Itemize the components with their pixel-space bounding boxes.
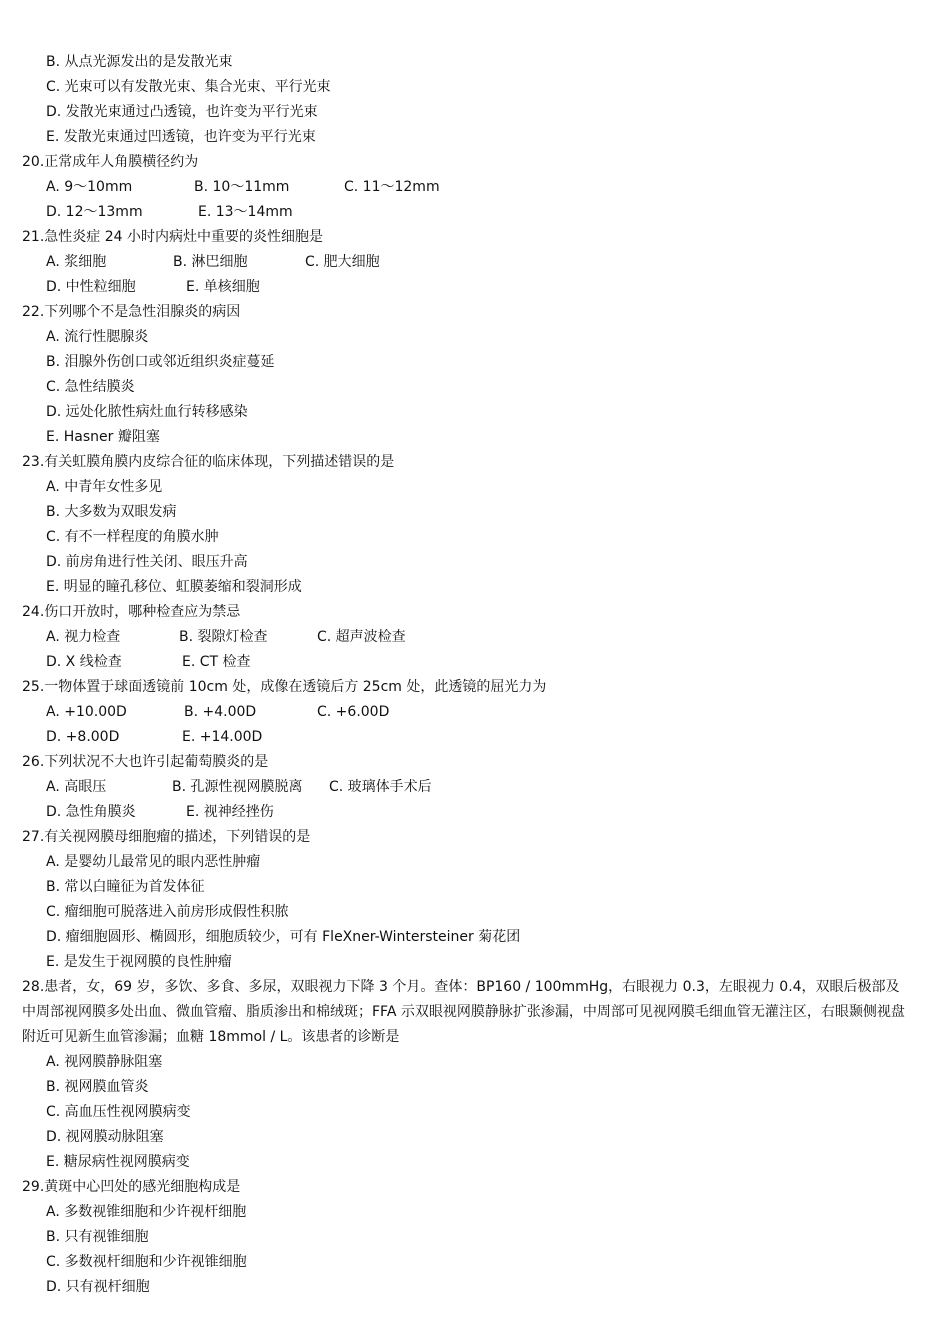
question-27: 27.有关视网膜母细胞瘤的描述，下列错误的是 <box>22 829 311 845</box>
option-29-b: B. 只有视锥细胞 <box>46 1229 149 1245</box>
options-row-25-2 <box>0 725 950 750</box>
option-23-e: E. 明显的瞳孔移位、虹膜萎缩和裂洞形成 <box>46 579 302 595</box>
question-25: 25.一物体置于球面透镜前 10cm 处，成像在透镜后方 25cm 处，此透镜的屈光力为 <box>22 679 547 695</box>
option-26-e: E. 视神经挫伤 <box>186 804 274 820</box>
options-row-24-1 <box>0 625 950 650</box>
option-26-d: D. 急性角膜炎 <box>46 804 136 820</box>
option-25-e: E. +14.00D <box>182 729 263 745</box>
option-22-c: C. 急性结膜炎 <box>46 379 135 395</box>
option-19-d: D. 发散光束通过凸透镜，也许变为平行光束 <box>46 104 318 120</box>
option-22-e: E. Hasner 瓣阻塞 <box>46 429 160 445</box>
option-23-b: B. 大多数为双眼发病 <box>46 504 177 520</box>
option-19-c: C. 光束可以有发散光束、集合光束、平行光束 <box>46 79 331 95</box>
option-26-a: A. 高眼压 <box>46 779 107 795</box>
option-20-c: C. 11～12mm <box>344 179 440 195</box>
option-20-b: B. 10～11mm <box>194 179 290 195</box>
option-26-c: C. 玻璃体手术后 <box>329 779 432 795</box>
option-22-a: A. 流行性腮腺炎 <box>46 329 149 345</box>
option-24-d: D. X 线检查 <box>46 654 122 670</box>
option-19-b: B. 从点光源发出的是发散光束 <box>46 54 233 70</box>
option-22-d: D. 远处化脓性病灶血行转移感染 <box>46 404 248 420</box>
question-24: 24.伤口开放时，哪种检查应为禁忌 <box>22 604 241 620</box>
question-29: 29.黄斑中心凹处的感光细胞构成是 <box>22 1179 241 1195</box>
option-28-d: D. 视网膜动脉阻塞 <box>46 1129 164 1145</box>
option-21-a: A. 浆细胞 <box>46 254 107 270</box>
option-21-e: E. 单核细胞 <box>186 279 260 295</box>
option-21-d: D. 中性粒细胞 <box>46 279 136 295</box>
option-23-c: C. 有不一样程度的角膜水肿 <box>46 529 219 545</box>
option-20-d: D. 12～13mm <box>46 204 143 220</box>
option-20-a: A. 9～10mm <box>46 179 133 195</box>
option-27-d: D. 瘤细胞圆形、椭圆形，细胞质较少，可有 FleXner-Wintersteiner 菊花团 <box>46 929 521 945</box>
option-27-e: E. 是发生于视网膜的良性肿瘤 <box>46 954 232 970</box>
option-23-d: D. 前房角进行性关闭、眼压升高 <box>46 554 248 570</box>
option-25-d: D. +8.00D <box>46 729 120 745</box>
option-22-b: B. 泪腺外伤创口或邻近组织炎症蔓延 <box>46 354 275 370</box>
option-25-a: A. +10.00D <box>46 704 127 720</box>
options-row-24-2 <box>0 650 950 675</box>
options-row-21-2 <box>0 275 950 300</box>
option-29-d: D. 只有视杆细胞 <box>46 1279 150 1295</box>
options-row-21-1 <box>0 250 950 275</box>
question-23: 23.有关虹膜角膜内皮综合征的临床体现，下列描述错误的是 <box>22 454 395 470</box>
options-row-20-2 <box>0 200 950 225</box>
option-27-b: B. 常以白瞳征为首发体征 <box>46 879 205 895</box>
option-29-a: A. 多数视锥细胞和少许视杆细胞 <box>46 1204 247 1220</box>
question-21: 21.急性炎症 24 小时内病灶中重要的炎性细胞是 <box>22 229 323 245</box>
option-28-e: E. 糖尿病性视网膜病变 <box>46 1154 190 1170</box>
options-row-25-1 <box>0 700 950 725</box>
option-29-c: C. 多数视杆细胞和少许视锥细胞 <box>46 1254 247 1270</box>
option-25-b: B. +4.00D <box>184 704 257 720</box>
question-28: 28.患者，女，69 岁，多饮、多食、多尿，双眼视力下降 3 个月。查体：BP160 / 100mmHg，右眼视力 0.3，左眼视力 0.4，双眼后极部及中周部视网膜多处出血、微血管瘤、脂质渗出和棉绒斑；FFA 示双眼视网膜静脉扩张渗漏，中周部可见视网膜毛细血管无灌注区，右眼颞侧视盘附近可见新生血管渗漏；血糖 18mmol / L。该患者的诊断是 <box>22 979 905 1045</box>
option-24-a: A. 视力检查 <box>46 629 121 645</box>
options-row-26-2 <box>0 800 950 825</box>
option-28-c: C. 高血压性视网膜病变 <box>46 1104 191 1120</box>
option-24-c: C. 超声波检查 <box>317 629 406 645</box>
option-21-c: C. 肥大细胞 <box>305 254 380 270</box>
option-24-b: B. 裂隙灯检查 <box>179 629 268 645</box>
option-27-c: C. 瘤细胞可脱落进入前房形成假性积脓 <box>46 904 289 920</box>
question-20: 20.正常成年人角膜横径约为 <box>22 154 199 170</box>
option-28-b: B. 视网膜血管炎 <box>46 1079 149 1095</box>
options-row-20-1 <box>0 175 950 200</box>
options-row-26-1 <box>0 775 950 800</box>
question-22: 22.下列哪个不是急性泪腺炎的病因 <box>22 304 241 320</box>
option-27-a: A. 是婴幼儿最常见的眼内恶性肿瘤 <box>46 854 261 870</box>
option-19-e: E. 发散光束通过凹透镜，也许变为平行光束 <box>46 129 316 145</box>
question-26: 26.下列状况不大也许引起葡萄膜炎的是 <box>22 754 269 770</box>
option-21-b: B. 淋巴细胞 <box>173 254 248 270</box>
option-28-a: A. 视网膜静脉阻塞 <box>46 1054 163 1070</box>
document-page <box>0 50 950 1300</box>
option-23-a: A. 中青年女性多见 <box>46 479 163 495</box>
option-20-e: E. 13～14mm <box>198 204 293 220</box>
option-26-b: B. 孔源性视网膜脱离 <box>172 779 303 795</box>
option-25-c: C. +6.00D <box>317 704 390 720</box>
option-24-e: E. CT 检查 <box>182 654 251 670</box>
